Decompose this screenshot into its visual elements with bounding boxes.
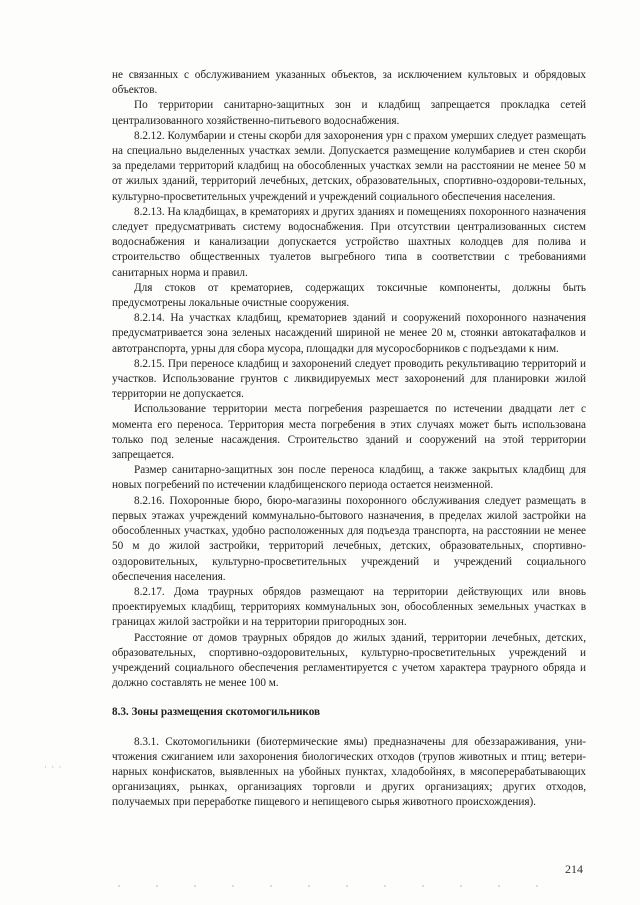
- paragraph: 8.2.16. Похоронные бюро, бюро-магазины похоронного обслуживания следует размещать в первых этажах учреждений коммунально-бытового назначения, в пределах жилой застройки на обособленных участках, удобно расположенных для подъезда транспорта, на расстоянии не менее 50 м до жилой застройки, территорий лечебных, детских, образовательных, спортивно-оздоровительных, культурно-просветительных учреждений и учреждений социального обеспечения населения.: [112, 494, 586, 583]
- paragraph: 8.2.13. На кладбищах, в крематориях и других зданиях и помещениях похоронного назначения следует предусматривать систему водоснабжения. При отсутствии централизованных систем водоснабжения и канализации допускается устройство шахтных колодцев для полива и строительство общественных туалетов выгребного типа в соответствии с требованиями санитарных норма и правил.: [112, 205, 586, 279]
- scan-artifact-dots: [100, 885, 570, 887]
- paragraph: 8.2.15. При переносе кладбищ и захоронений следует проводить рекультивацию территорий и участков. Использование грунтов с ликвидируемых мест захоронений для планировки жилой территории не допускается.: [112, 357, 586, 401]
- paragraph: 8.2.14. На участках кладбищ, крематориев зданий и сооружений похоронного назначения предусматривается зона зеленых насаждений шириной не менее 20 м, стоянки автокатафалков и автотранспорта, урны для сбора мусора, площадки для мусоросборников с подъездами к ним.: [112, 312, 586, 355]
- scan-margin-mark: · · ·: [44, 762, 63, 772]
- paragraph: Для стоков от крематориев, содержащих токсичные компоненты, должны быть предусмотрены локальные очистные сооружения.: [112, 281, 586, 310]
- paragraph: По территории санитарно-защитных зон и кладбищ запрещается прокладка сетей централизованного хозяйственно-питьевого водоснабжения.: [112, 99, 586, 127]
- paragraph: Использование территории места погребения разрешается по истечении двадцати лет с момента его переноса. Территория места погребения в этих случаях может быть использована только под зеленые насаждения. Строительство зданий и сооружений на этой территории запрещается.: [112, 403, 586, 462]
- document-body: [112, 68, 586, 811]
- paragraph: 8.2.17. Дома траурных обрядов размещают на территории действующих или вновь проектируемых кладбищ, территориях коммунальных зон, обособленных земельных участках в границах жилой застройки и на территории пригородных зон.: [112, 585, 586, 629]
- paragraph: Расстояние от домов траурных обрядов до жилых зданий, территории лечебных, детских, образовательных, спортивно-оздоровительных, культурно-просветительных учреждений и учреждений социального обеспечения регламентируется с учетом характера траурного обряда и должно составлять не менее 100 м.: [112, 631, 586, 690]
- page-number: 214: [565, 862, 583, 876]
- section-heading: 8.3. Зоны размещения скотомогильников: [112, 706, 321, 719]
- paragraph: не связанных с обслуживанием указанных объектов, за исключением культовых и обрядовых объектов.: [112, 69, 586, 97]
- paragraph: 8.3.1. Скотомогильники (биотермические ямы) предназначены для обеззараживания, уни-чтожения сжиганием или захоронения биологических отходов (трупов животных и птиц; ветери-нарных конфискатов, выявленных на убойных пунктах, хладобойнях, в мясоперерабатывающих организациях, рынках, организациях торговли и других организациях; других отходов, получаемых при переработке пищевого и непищевого сырья животного происхождения).: [112, 735, 586, 809]
- paragraph: Размер санитарно-защитных зон после переноса кладбищ, а также закрытых кладбищ для новых погребений по истечении кладбищенского периода остается неизменной.: [112, 464, 586, 492]
- paragraph: 8.2.12. Колумбарии и стены скорби для захоронения урн с прахом умерших следует размещать на специально выделенных участках земли. Допускается размещение колумбариев и стен скорби за пределами территорий кладбищ на обособленных участках земли на расстоянии не менее 50 м от жилых зданий, территорий лечебных, детских, образовательных, спортивно-оздорови-тельных, культурно-просветительных учреждений и учреждений социального обеспечения населения.: [112, 129, 586, 203]
